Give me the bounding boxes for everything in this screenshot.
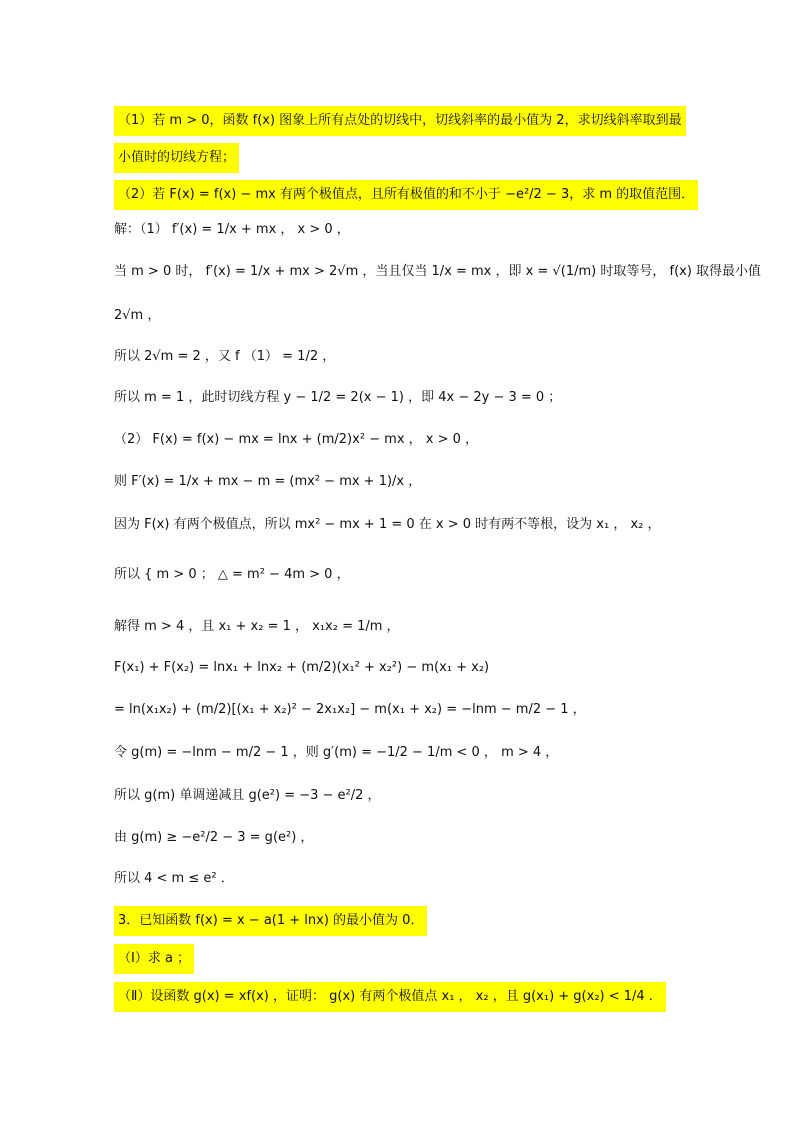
- solution-line-4: 所以 2√m = 2 ，又 f （1） = 1/2 ，: [114, 349, 336, 364]
- solution-line-10: 解得 m > 4 ，且 x₁ + x₂ = 1 ， x₁x₂ = 1/m ，: [114, 619, 400, 634]
- solution-line-5: 所以 m = 1 ，此时切线方程 y − 1/2 = 2(x − 1) ，即 4x − 2y − 3 = 0 ；: [114, 390, 562, 405]
- solution-line-14: 所以 g(m) 单调递减且 g(e²) = −3 − e²/2 ，: [114, 788, 381, 803]
- solution-line-9: 所以 { m > 0 ； △ = m² − 4m > 0 ，: [114, 567, 350, 582]
- solution-line-8: 因为 F(x) 有两个极值点，所以 mx² − mx + 1 = 0 在 x > 0 时有两不等根，设为 x₁ ， x₂ ，: [114, 517, 661, 532]
- solution-line-15: 由 g(m) ≥ −e²/2 − 3 = g(e²) ，: [114, 830, 314, 845]
- solution-line-11: F(x₁) + F(x₂) = lnx₁ + lnx₂ + (m/2)(x₁² + x₂²) − m(x₁ + x₂): [114, 660, 490, 675]
- question-2-line: （2）若 F(x) = f(x) − mx 有两个极值点，且所有极值的和不小于 −e²/2 − 3，求 m 的取值范围．: [114, 180, 698, 210]
- question-3-part-1: （Ⅰ）求 a ；: [114, 944, 194, 974]
- solution-line-2: 当 m > 0 时， f′(x) = 1/x + mx > 2√m ，当且仅当 1/x = mx ，即 x = √(1/m) 时取等号， f(x) 取得最小值: [114, 264, 762, 279]
- solution-line-13: 令 g(m) = −lnm − m/2 − 1 ，则 g′(m) = −1/2 − 1/m < 0 ， m > 4 ，: [114, 745, 559, 760]
- question-3-line: 3．已知函数 f(x) = x − a(1 + lnx) 的最小值为 0．: [114, 906, 427, 936]
- question-3-part-2: （Ⅱ）设函数 g(x) = xf(x) ，证明： g(x) 有两个极值点 x₁ ， x₂ ，且 g(x₁) + g(x₂) < 1/4 ．: [114, 982, 666, 1012]
- solution-line-12: = ln(x₁x₂) + (m/2)[(x₁ + x₂)² − 2x₁x₂] − m(x₁ + x₂) = −lnm − m/2 − 1 ，: [114, 702, 586, 717]
- solution-line-6: （2） F(x) = f(x) − mx = lnx + (m/2)x² − mx ， x > 0 ，: [114, 432, 479, 447]
- question-1-line-1: （1）若 m > 0，函数 f(x) 图象上所有点处的切线中，切线斜率的最小值为 2，求切线斜率取到最: [114, 106, 686, 136]
- solution-line-7: 则 F′(x) = 1/x + mx − m = (mx² − mx + 1)/x ，: [114, 474, 422, 489]
- solution-line-3: 2√m ，: [114, 308, 161, 323]
- question-1-line-2: 小值时的切线方程；: [114, 143, 239, 173]
- solution-line-16: 所以 4 < m ≤ e² ．: [114, 871, 234, 886]
- solution-line-1: 解：（1） f′(x) = 1/x + mx ， x > 0 ，: [114, 222, 350, 237]
